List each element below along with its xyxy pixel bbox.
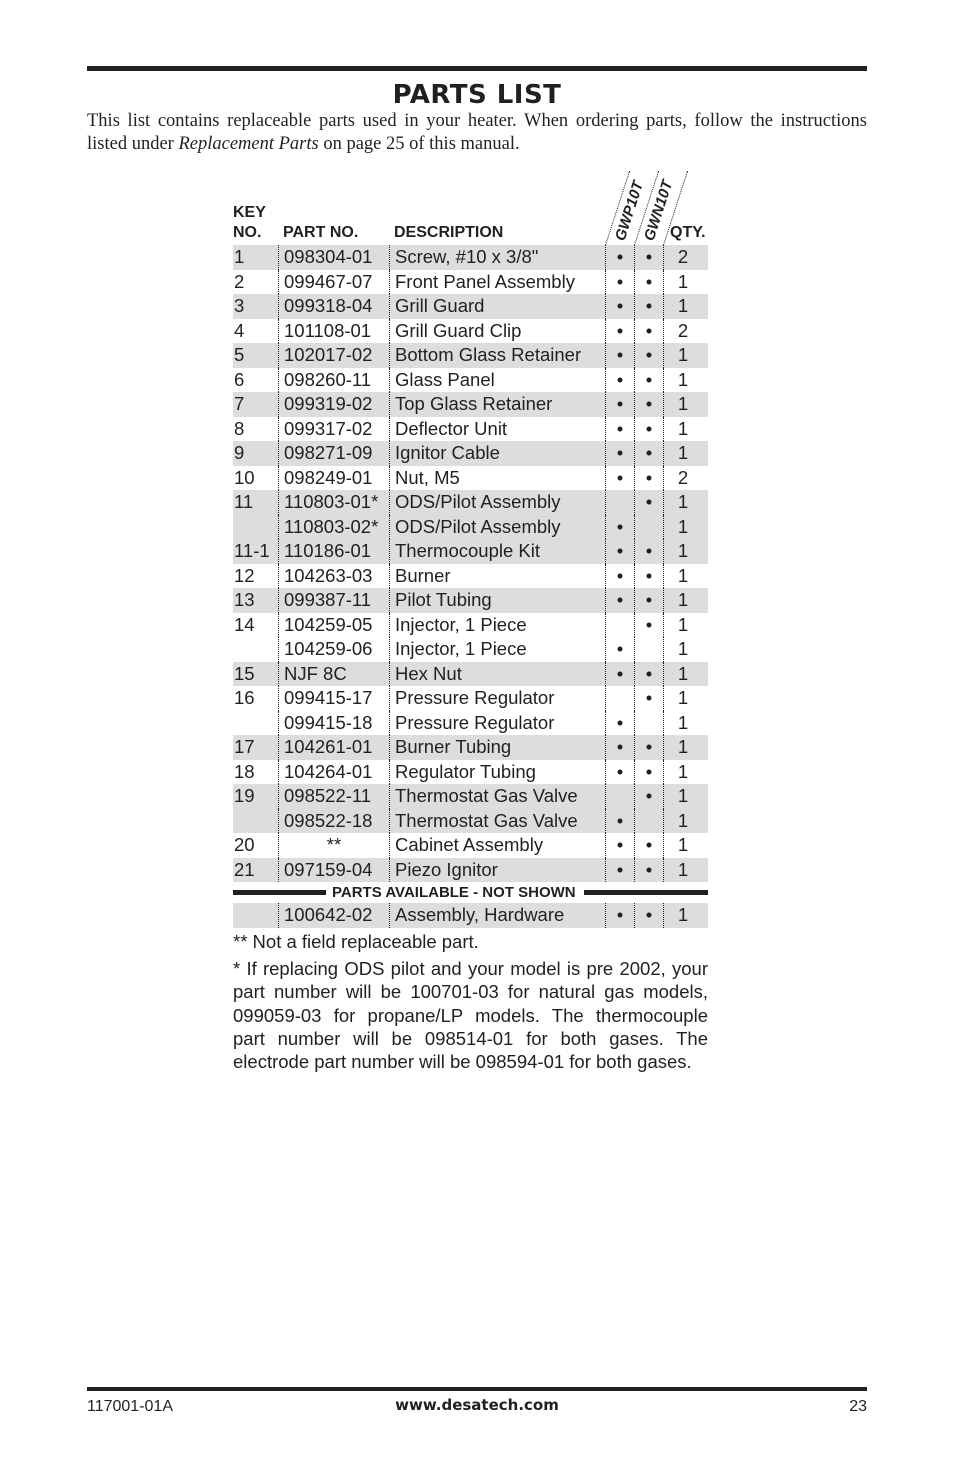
cell-key-no: 17 bbox=[234, 736, 255, 757]
cell-description: Pressure Regulator bbox=[389, 686, 605, 711]
cell-key-no: 10 bbox=[234, 466, 255, 488]
cell-key-no bbox=[233, 903, 278, 928]
table-body bbox=[233, 245, 708, 882]
cell-part-no: 098522-18 bbox=[278, 809, 389, 834]
cell-qty: 1 bbox=[663, 686, 708, 711]
cell-gwp10t-mark: • bbox=[605, 319, 634, 344]
cell-gwn10t-mark: • bbox=[634, 564, 663, 589]
table-row bbox=[233, 417, 708, 442]
footnote-ods-pilot: * If replacing ODS pilot and your model is pre 2002, your part number will be 100701-03 for natural gas models, 099059-03 for propane/LP models. The thermocouple part number will be 098514-01 for both gases. The electrode part number will be 098594-01 for both gases. bbox=[233, 958, 708, 1073]
table-row bbox=[233, 564, 708, 589]
cell-qty: 2 bbox=[663, 319, 708, 344]
cell-gwp10t-mark: • bbox=[605, 760, 634, 785]
cell-qty: 1 bbox=[663, 515, 708, 540]
cell-qty: 1 bbox=[663, 760, 708, 785]
cell-gwp10t-mark: • bbox=[605, 515, 634, 540]
table-row bbox=[233, 809, 708, 834]
cell-part-no: 110803-01* bbox=[278, 490, 389, 515]
header-qty: QTY. bbox=[670, 224, 706, 241]
intro-emphasis: Replacement Parts bbox=[178, 134, 319, 154]
table-row bbox=[233, 441, 708, 466]
cell-qty: 1 bbox=[663, 833, 708, 858]
cell-key-no: 12 bbox=[234, 564, 255, 586]
header-model-gwn10t: GWN10T bbox=[640, 178, 677, 243]
cell-gwn10t-mark: • bbox=[634, 760, 663, 785]
cell-key-no: 20 bbox=[234, 834, 255, 855]
divider-bar bbox=[584, 890, 708, 895]
footer-page-number: 23 bbox=[849, 1398, 867, 1415]
cell-part-no: 104263-03 bbox=[278, 564, 389, 589]
cell-gwn10t-mark: • bbox=[634, 903, 663, 928]
cell-qty: 1 bbox=[663, 270, 708, 295]
table-row bbox=[233, 903, 708, 928]
table-row bbox=[233, 858, 708, 883]
cell-gwn10t-mark: • bbox=[634, 392, 663, 417]
table-header bbox=[233, 160, 708, 245]
cell-key-no: 7 bbox=[234, 393, 245, 414]
cell-gwp10t-mark: • bbox=[605, 588, 634, 613]
cell-gwp10t-mark: • bbox=[605, 245, 634, 270]
cell-qty: 1 bbox=[663, 809, 708, 834]
cell-key-no: 3 bbox=[234, 295, 245, 316]
cell-gwp10t-mark: • bbox=[605, 662, 634, 687]
cell-description: Cabinet Assembly bbox=[389, 833, 605, 858]
cell-part-no: 099318-04 bbox=[278, 294, 389, 319]
header-key-line1: KEY bbox=[233, 204, 266, 221]
cell-gwp10t-mark: • bbox=[605, 417, 634, 442]
table-row bbox=[233, 613, 708, 638]
bottom-rule bbox=[87, 1387, 867, 1391]
cell-gwp10t-mark: • bbox=[605, 368, 634, 393]
cell-part-no: 098260-11 bbox=[278, 368, 389, 393]
cell-gwp10t-mark: • bbox=[605, 833, 634, 858]
table-row bbox=[233, 686, 708, 711]
cell-description: Burner Tubing bbox=[389, 735, 605, 760]
cell-key-no: 9 bbox=[234, 442, 245, 463]
cell-part-no: ** bbox=[278, 833, 389, 858]
cell-description: Pilot Tubing bbox=[389, 588, 605, 613]
cell-description: Glass Panel bbox=[389, 368, 605, 393]
cell-gwn10t-mark: • bbox=[634, 539, 663, 564]
cell-part-no: 099467-07 bbox=[278, 270, 389, 295]
cell-part-no: 099415-18 bbox=[278, 711, 389, 736]
cell-part-no: 104264-01 bbox=[278, 760, 389, 785]
cell-gwp10t-mark: • bbox=[605, 711, 634, 736]
cell-part-no: 102017-02 bbox=[278, 343, 389, 368]
cell-part-no: 101108-01 bbox=[278, 319, 389, 344]
cell-qty: 1 bbox=[663, 784, 708, 809]
cell-part-no: NJF 8C bbox=[278, 662, 389, 687]
cell-description: Front Panel Assembly bbox=[389, 270, 605, 295]
cell-part-no: 099319-02 bbox=[278, 392, 389, 417]
cell-key-no: 1 bbox=[234, 246, 245, 267]
cell-part-no: 098522-11 bbox=[278, 784, 389, 809]
table-row bbox=[233, 588, 708, 613]
cell-key-no: 5 bbox=[234, 344, 245, 365]
cell-part-no: 104259-06 bbox=[278, 637, 389, 662]
header-key bbox=[233, 203, 266, 243]
cell-qty: 2 bbox=[663, 466, 708, 491]
table-row bbox=[233, 245, 708, 270]
cell-gwp10t-mark: • bbox=[605, 858, 634, 883]
cell-qty: 1 bbox=[663, 735, 708, 760]
top-rule bbox=[87, 66, 867, 71]
cell-gwn10t-mark: • bbox=[634, 662, 663, 687]
cell-description: Top Glass Retainer bbox=[389, 392, 605, 417]
cell-gwp10t-mark: • bbox=[605, 441, 634, 466]
cell-gwn10t-mark: • bbox=[634, 686, 663, 711]
cell-qty: 1 bbox=[663, 662, 708, 687]
cell-qty: 1 bbox=[663, 343, 708, 368]
cell-qty: 1 bbox=[663, 539, 708, 564]
cell-part-no: 099317-02 bbox=[278, 417, 389, 442]
cell-description: Screw, #10 x 3/8" bbox=[389, 245, 605, 270]
header-part-no: PART NO. bbox=[283, 224, 359, 241]
cell-gwn10t-mark: • bbox=[634, 319, 663, 344]
cell-part-no: 098271-09 bbox=[278, 441, 389, 466]
footer-doc-number: 117001-01A bbox=[87, 1398, 173, 1415]
cell-description: Nut, M5 bbox=[389, 466, 605, 491]
cell-gwn10t-mark: • bbox=[634, 735, 663, 760]
cell-part-no: 104259-05 bbox=[278, 613, 389, 638]
cell-key-no: 4 bbox=[234, 319, 245, 341]
page-title: PARTS LIST bbox=[392, 80, 562, 110]
header-key-line2: NO. bbox=[233, 224, 262, 241]
cell-gwp10t-mark: • bbox=[605, 903, 634, 928]
cell-description: Ignitor Cable bbox=[389, 441, 605, 466]
cell-gwp10t-mark bbox=[605, 686, 634, 711]
cell-key-no: 11 bbox=[234, 491, 254, 512]
table-row bbox=[233, 662, 708, 687]
table-row bbox=[233, 368, 708, 393]
cell-key-no bbox=[233, 711, 278, 736]
cell-description: Thermostat Gas Valve bbox=[389, 809, 605, 834]
cell-key-no: 8 bbox=[234, 417, 245, 439]
table-row bbox=[233, 392, 708, 417]
cell-qty: 1 bbox=[663, 564, 708, 589]
header-description: DESCRIPTION bbox=[394, 224, 504, 241]
header-model-gwp10t: GWP10T bbox=[611, 179, 648, 243]
cell-key-no bbox=[233, 809, 278, 834]
cell-description: Grill Guard Clip bbox=[389, 319, 605, 344]
table-row bbox=[233, 711, 708, 736]
cell-qty: 2 bbox=[663, 245, 708, 270]
cell-gwn10t-mark: • bbox=[634, 245, 663, 270]
cell-gwn10t-mark: • bbox=[634, 833, 663, 858]
footer-website: www.desatech.com bbox=[395, 1396, 559, 1414]
cell-gwn10t-mark bbox=[634, 711, 663, 736]
table-row bbox=[233, 490, 708, 515]
table-row bbox=[233, 735, 708, 760]
cell-key-no: 21 bbox=[234, 858, 255, 880]
cell-gwn10t-mark: • bbox=[634, 294, 663, 319]
cell-qty: 1 bbox=[663, 392, 708, 417]
cell-gwn10t-mark: • bbox=[634, 417, 663, 442]
cell-gwn10t-mark: • bbox=[634, 858, 663, 883]
cell-description: Injector, 1 Piece bbox=[389, 637, 605, 662]
cell-gwn10t-mark bbox=[634, 809, 663, 834]
cell-gwp10t-mark bbox=[605, 490, 634, 515]
cell-key-no: 13 bbox=[234, 589, 255, 610]
cell-description: Assembly, Hardware bbox=[389, 903, 605, 928]
cell-qty: 1 bbox=[663, 490, 708, 515]
table-row bbox=[233, 270, 708, 295]
footnotes bbox=[233, 930, 708, 1073]
cell-gwp10t-mark: • bbox=[605, 343, 634, 368]
divider-label: PARTS AVAILABLE - NOT SHOWN bbox=[332, 884, 576, 901]
cell-gwn10t-mark: • bbox=[634, 490, 663, 515]
table-row bbox=[233, 343, 708, 368]
cell-part-no: 098304-01 bbox=[278, 245, 389, 270]
cell-qty: 1 bbox=[663, 637, 708, 662]
cell-description: Pressure Regulator bbox=[389, 711, 605, 736]
cell-gwp10t-mark: • bbox=[605, 392, 634, 417]
cell-gwn10t-mark: • bbox=[634, 588, 663, 613]
cell-gwp10t-mark: • bbox=[605, 735, 634, 760]
cell-description: Thermostat Gas Valve bbox=[389, 784, 605, 809]
cell-gwp10t-mark: • bbox=[605, 466, 634, 491]
cell-qty: 1 bbox=[663, 368, 708, 393]
table-row bbox=[233, 294, 708, 319]
cell-gwp10t-mark: • bbox=[605, 539, 634, 564]
cell-qty: 1 bbox=[663, 613, 708, 638]
cell-gwp10t-mark bbox=[605, 613, 634, 638]
cell-key-no: 18 bbox=[234, 760, 255, 782]
cell-description: Thermocouple Kit bbox=[389, 539, 605, 564]
cell-gwp10t-mark: • bbox=[605, 270, 634, 295]
cell-key-no bbox=[233, 515, 278, 540]
table-row bbox=[233, 637, 708, 662]
parts-table bbox=[233, 160, 708, 928]
cell-qty: 1 bbox=[663, 858, 708, 883]
cell-gwn10t-mark: • bbox=[634, 466, 663, 491]
table-row bbox=[233, 466, 708, 491]
cell-gwp10t-mark bbox=[605, 784, 634, 809]
cell-key-no: 14 bbox=[234, 613, 255, 635]
cell-description: Bottom Glass Retainer bbox=[389, 343, 605, 368]
table-row bbox=[233, 760, 708, 785]
cell-description: ODS/Pilot Assembly bbox=[389, 515, 605, 540]
cell-description: Regulator Tubing bbox=[389, 760, 605, 785]
cell-description: Injector, 1 Piece bbox=[389, 613, 605, 638]
cell-description: Burner bbox=[389, 564, 605, 589]
table-row bbox=[233, 833, 708, 858]
cell-part-no: 097159-04 bbox=[278, 858, 389, 883]
cell-description: Hex Nut bbox=[389, 662, 605, 687]
cell-gwn10t-mark: • bbox=[634, 368, 663, 393]
table-row bbox=[233, 784, 708, 809]
intro-paragraph bbox=[87, 110, 867, 156]
cell-key-no: 2 bbox=[234, 270, 245, 292]
cell-description: ODS/Pilot Assembly bbox=[389, 490, 605, 515]
cell-gwn10t-mark: • bbox=[634, 613, 663, 638]
cell-gwp10t-mark: • bbox=[605, 294, 634, 319]
cell-qty: 1 bbox=[663, 588, 708, 613]
cell-gwn10t-mark bbox=[634, 637, 663, 662]
cell-part-no: 100642-02 bbox=[278, 903, 389, 928]
table-extra-body bbox=[233, 903, 708, 928]
cell-key-no: 11-1 bbox=[234, 540, 270, 561]
table-row bbox=[233, 539, 708, 564]
cell-part-no: 110803-02* bbox=[278, 515, 389, 540]
cell-gwn10t-mark: • bbox=[634, 343, 663, 368]
cell-key-no: 15 bbox=[234, 662, 255, 684]
cell-gwn10t-mark: • bbox=[634, 441, 663, 466]
footnote-not-replaceable: ** Not a field replaceable part. bbox=[233, 931, 479, 952]
cell-description: Deflector Unit bbox=[389, 417, 605, 442]
cell-qty: 1 bbox=[663, 711, 708, 736]
cell-gwn10t-mark bbox=[634, 515, 663, 540]
not-shown-divider bbox=[233, 882, 708, 903]
cell-gwp10t-mark: • bbox=[605, 637, 634, 662]
cell-part-no: 099387-11 bbox=[278, 588, 389, 613]
cell-qty: 1 bbox=[663, 294, 708, 319]
cell-key-no: 16 bbox=[234, 687, 255, 708]
cell-key-no: 19 bbox=[234, 785, 255, 806]
cell-description: Grill Guard bbox=[389, 294, 605, 319]
cell-part-no: 110186-01 bbox=[278, 539, 389, 564]
cell-key-no: 6 bbox=[234, 368, 245, 390]
cell-part-no: 098249-01 bbox=[278, 466, 389, 491]
cell-part-no: 099415-17 bbox=[278, 686, 389, 711]
cell-gwp10t-mark: • bbox=[605, 809, 634, 834]
cell-gwp10t-mark: • bbox=[605, 564, 634, 589]
divider-bar bbox=[233, 890, 326, 895]
table-row bbox=[233, 319, 708, 344]
intro-text-end: on page 25 of this manual. bbox=[318, 134, 520, 154]
cell-gwn10t-mark: • bbox=[634, 270, 663, 295]
cell-part-no: 104261-01 bbox=[278, 735, 389, 760]
cell-key-no bbox=[233, 637, 278, 662]
cell-qty: 1 bbox=[663, 417, 708, 442]
cell-qty: 1 bbox=[663, 903, 708, 928]
cell-description: Piezo Ignitor bbox=[389, 858, 605, 883]
cell-qty: 1 bbox=[663, 441, 708, 466]
intro-text: This list contains replaceable parts used in your heater. When ordering parts, follow the instructions listed under bbox=[87, 111, 867, 154]
cell-gwn10t-mark: • bbox=[634, 784, 663, 809]
table-row bbox=[233, 515, 708, 540]
